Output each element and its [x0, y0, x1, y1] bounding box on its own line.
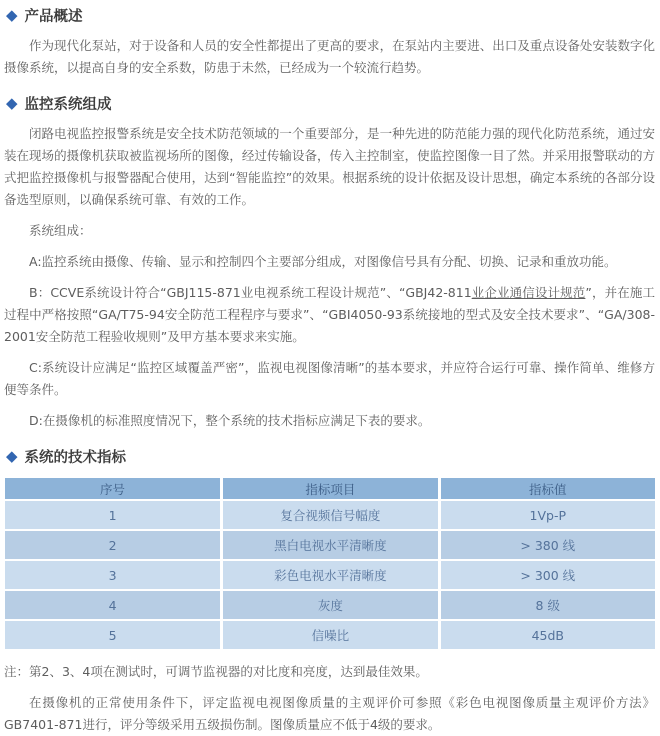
cell-value: > 380 线	[438, 531, 655, 559]
cell-item: 信噪比	[220, 621, 437, 649]
table-note: 注：第2、3、4项在测试时，可调节监视器的对比度和亮度，达到最佳效果。	[4, 664, 428, 679]
spec-table	[5, 476, 655, 651]
composition-item-a: A:监控系统由摄像、传输、显示和控制四个主要部分组成，对图像信号具有分配、切换、记录和重放功能。	[29, 254, 617, 269]
table-row	[5, 501, 655, 529]
composition-item-c: C:系统设计应满足“监控区域覆盖严密”，监视电视图像清晰”的基本要求，并应符合运行可靠、操作简单、维修方便等条件。	[4, 360, 655, 397]
cell-item: 黑白电视水平清晰度	[220, 531, 437, 559]
section-heading-composition-text: 监控系统组成	[24, 97, 112, 113]
cell-value: 45dB	[438, 621, 655, 649]
table-row	[5, 561, 655, 589]
section-heading-overview-text: 产品概述	[24, 9, 83, 25]
cell-serial: 2	[5, 531, 220, 559]
header-cell-item: 指标项目	[220, 478, 437, 499]
composition-item-d: D:在摄像机的标准照度情况下，整个系统的技术指标应满足下表的要求。	[29, 413, 431, 428]
composition-intro-paragraph: 闭路电视监控报警系统是安全技术防范领域的一个重要部分，是一种先进的防范能力强的现代化防范系统，通过安装在现场的摄像机获取被监视场所的图像，经过传输设备，传入主控制室，使监控图像一目了然。并采用报警联动的方式把监控摄像机与报警器配合使用，达到“智能监控”的效果。根据系统的设计依据及设计思想，确定本系统的各部分设备选型原则，以确保系统可靠、有效的工作。	[4, 126, 655, 207]
cell-serial: 3	[5, 561, 220, 589]
header-cell-serial: 序号	[5, 478, 220, 499]
composition-subtitle: 系统组成：	[29, 223, 92, 238]
section-heading-composition	[6, 93, 655, 114]
overview-paragraph: 作为现代化泵站，对于设备和人员的安全性都提出了更高的要求，在泵站内主要进、出口及重点设备处安装数字化摄像系统，以提高自身的安全系数，防患于未然，已经成为一个较流行趋势。	[4, 38, 655, 75]
cell-value: 8 级	[438, 591, 655, 619]
cell-item: 复合视频信号幅度	[220, 501, 437, 529]
diamond-icon: ◆	[6, 94, 18, 112]
table-row	[5, 621, 655, 649]
cell-serial: 1	[5, 501, 220, 529]
composition-item-b	[4, 282, 655, 348]
table-row	[5, 591, 655, 619]
header-cell-value: 指标值	[438, 478, 655, 499]
section-heading-overview	[6, 5, 655, 26]
diamond-icon: ◆	[6, 447, 18, 465]
cell-serial: 5	[5, 621, 220, 649]
item-b-underlined-standard-name: 业企业通信设计规范	[471, 285, 586, 300]
closing-paragraph: 在摄像机的正常使用条件下，评定监视电视图像质量的主观评价可参照《彩色电视图像质量主观评价方法》GB7401-871进行，评分等级采用五级损伤制。图像质量应不低于4级的要求。	[4, 695, 655, 732]
section-heading-specs-text: 系统的技术指标	[24, 450, 127, 466]
section-heading-specs	[6, 446, 655, 467]
item-b-text-1: B：CCVE系统设计符合“GBJ115-871业电视系统工程设计规范”、“GBJ42-811	[29, 285, 472, 300]
table-header-row	[5, 478, 655, 499]
diamond-icon: ◆	[6, 6, 18, 24]
table-row	[5, 531, 655, 559]
cell-item: 彩色电视水平清晰度	[220, 561, 437, 589]
cell-value: 1Vp-P	[438, 501, 655, 529]
cell-value: > 300 线	[438, 561, 655, 589]
cell-item: 灰度	[220, 591, 437, 619]
cell-serial: 4	[5, 591, 220, 619]
item-b-text-2: ”，并在施工过程中严格按照“GA/T75-94安全防范工程程序与要求”、“GBI4050-93系统接地的型式及安全技术要求”、“GA/308-2001安全防范工程验收规则”及甲方基本要求来实施。	[4, 285, 655, 344]
